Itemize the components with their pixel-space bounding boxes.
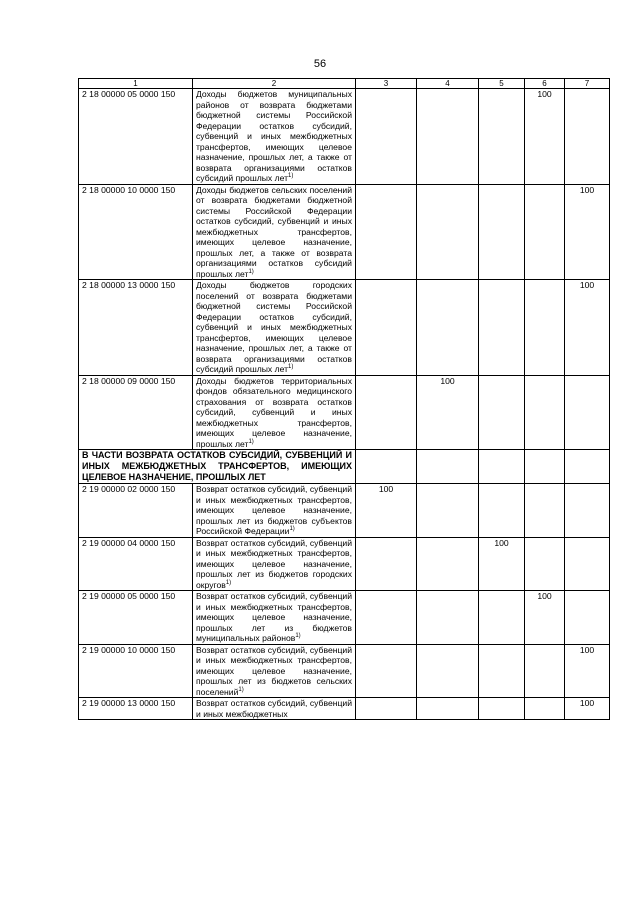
income-code: 2 19 00000 13 0000 150 xyxy=(79,698,193,720)
percent-cell xyxy=(479,184,525,280)
income-code: 2 19 00000 02 0000 150 xyxy=(79,484,193,538)
percent-cell xyxy=(479,484,525,538)
empty-cell xyxy=(525,450,565,484)
percent-cell: 100 xyxy=(565,280,610,376)
percent-cell xyxy=(525,280,565,376)
column-header: 2 xyxy=(193,79,356,89)
footnote-marker: 1) xyxy=(288,173,294,180)
income-code: 2 19 00000 04 0000 150 xyxy=(79,537,193,591)
percent-cell xyxy=(417,698,479,720)
table-row xyxy=(79,89,610,185)
percent-cell xyxy=(565,89,610,185)
percent-cell: 100 xyxy=(417,375,479,450)
percent-cell xyxy=(525,484,565,538)
income-code: 2 19 00000 10 0000 150 xyxy=(79,644,193,698)
section-heading: В ЧАСТИ ВОЗВРАТА ОСТАТКОВ СУБСИДИЙ, СУБВЕНЦИЙ И ИНЫХ МЕЖБЮДЖЕТНЫХ ТРАНСФЕРТОВ, ИМЕЮЩИХ ЦЕЛЕВОЕ НАЗНАЧЕНИЕ, ПРОШЛЫХ ЛЕТ xyxy=(79,450,356,484)
income-description xyxy=(193,280,356,376)
percent-cell xyxy=(479,280,525,376)
column-header: 3 xyxy=(356,79,417,89)
percent-cell xyxy=(479,698,525,720)
percent-cell xyxy=(417,184,479,280)
page-number: 56 xyxy=(313,58,327,70)
footnote-marker: 1) xyxy=(248,438,254,445)
income-code: 2 19 00000 05 0000 150 xyxy=(79,591,193,645)
table-header-row xyxy=(79,79,610,89)
description-text: Возврат остатков субсидий, субвенций и иных межбюджетных трансфертов, имеющих целевое назначение, прошлых лет из бюджетов городских округов xyxy=(196,537,352,590)
percent-cell xyxy=(525,184,565,280)
percent-cell xyxy=(356,644,417,698)
income-description xyxy=(193,644,356,698)
description-text: Доходы бюджетов территориальных фондов обязательного медицинского страхования от возврата остатков субсидий, субвенций и иных межбюджетных трансфертов, имеющих целевое назначение, прошлых лет xyxy=(196,375,352,449)
income-description xyxy=(193,484,356,538)
percent-cell xyxy=(417,644,479,698)
footnote-marker: 1) xyxy=(289,526,295,533)
percent-cell xyxy=(565,537,610,591)
percent-cell xyxy=(479,89,525,185)
column-header: 6 xyxy=(525,79,565,89)
table-row xyxy=(79,698,610,720)
percent-cell xyxy=(479,591,525,645)
section-row xyxy=(79,450,610,484)
percent-cell xyxy=(479,644,525,698)
empty-cell xyxy=(417,450,479,484)
empty-cell xyxy=(565,450,610,484)
percent-cell: 100 xyxy=(565,184,610,280)
footnote-marker: 1) xyxy=(238,686,244,693)
income-description xyxy=(193,375,356,450)
percent-cell xyxy=(565,484,610,538)
empty-cell xyxy=(479,450,525,484)
percent-cell xyxy=(356,280,417,376)
column-header: 4 xyxy=(417,79,479,89)
percent-cell xyxy=(565,375,610,450)
percent-cell xyxy=(417,591,479,645)
column-header: 7 xyxy=(565,79,610,89)
income-code: 2 18 00000 10 0000 150 xyxy=(79,184,193,280)
footnote-marker: 1) xyxy=(295,633,301,640)
income-code: 2 18 00000 05 0000 150 xyxy=(79,89,193,185)
percent-cell xyxy=(525,698,565,720)
column-header: 1 xyxy=(79,79,193,89)
table-row xyxy=(79,644,610,698)
percent-cell xyxy=(525,644,565,698)
percent-cell xyxy=(417,280,479,376)
table-row xyxy=(79,591,610,645)
footnote-marker: 1) xyxy=(248,268,254,275)
percent-cell xyxy=(479,375,525,450)
table-row xyxy=(79,484,610,538)
percent-cell xyxy=(356,591,417,645)
percent-cell xyxy=(356,184,417,280)
percent-cell: 100 xyxy=(565,698,610,720)
description-text: Возврат остатков субсидий, субвенций и иных межбюджетных трансфертов, имеющих целевое назначение, прошлых лет из бюджетов муниципальных районов xyxy=(196,591,352,643)
table-row xyxy=(79,184,610,280)
table-row xyxy=(79,537,610,591)
percent-cell: 100 xyxy=(525,89,565,185)
description-text: Возврат остатков субсидий, субвенций и иных межбюджетных xyxy=(196,698,352,719)
income-description xyxy=(193,698,356,720)
budget-table xyxy=(78,78,610,720)
description-text: Доходы бюджетов сельских поселений от возврата бюджетами бюджетной системы Российской Федерации остатков субсидий, субвенций и иных межбюджетных трансфертов, имеющих целевое назначение, прошлых лет, а также от возврата организациями остатков субсидий прошлых лет xyxy=(196,184,352,279)
percent-cell xyxy=(356,537,417,591)
income-description xyxy=(193,537,356,591)
percent-cell xyxy=(417,89,479,185)
percent-cell: 100 xyxy=(565,644,610,698)
income-code: 2 18 00000 09 0000 150 xyxy=(79,375,193,450)
percent-cell xyxy=(356,698,417,720)
income-description xyxy=(193,591,356,645)
percent-cell: 100 xyxy=(525,591,565,645)
description-text: Доходы бюджетов муниципальных районов от возврата бюджетами бюджетной системы Российской Федерации остатков субсидий, субвенций и иных межбюджетных трансфертов, имеющих целевое назначение, прошлых лет, а также от возврата организациями остатков субсидий прошлых лет xyxy=(196,89,352,183)
income-description xyxy=(193,89,356,185)
description-text: Возврат остатков субсидий, субвенций и иных межбюджетных трансфертов, имеющих целевое назначение, прошлых лет из бюджетов субъектов Российской Федерации xyxy=(196,484,352,536)
table-row xyxy=(79,280,610,376)
percent-cell: 100 xyxy=(356,484,417,538)
percent-cell xyxy=(356,375,417,450)
table-body xyxy=(79,79,610,720)
income-description xyxy=(193,184,356,280)
description-text: Доходы бюджетов городских поселений от возврата бюджетами бюджетной системы Российской Федерации остатков субсидий, субвенций и иных межбюджетных трансфертов, имеющих целевое назначение, прошлых лет, а также от возврата организациями остатков субсидий прошлых лет xyxy=(196,280,352,374)
footnote-marker: 1) xyxy=(288,364,294,371)
percent-cell xyxy=(565,591,610,645)
percent-cell xyxy=(525,375,565,450)
empty-cell xyxy=(356,450,417,484)
percent-cell xyxy=(417,537,479,591)
column-header: 5 xyxy=(479,79,525,89)
percent-cell xyxy=(417,484,479,538)
footnote-marker: 1) xyxy=(225,579,232,586)
description-text: Возврат остатков субсидий, субвенций и иных межбюджетных трансфертов, имеющих целевое назначение, прошлых лет из бюджетов сельских поселений xyxy=(196,644,352,697)
percent-cell: 100 xyxy=(479,537,525,591)
percent-cell xyxy=(525,537,565,591)
table-row xyxy=(79,375,610,450)
income-code: 2 18 00000 13 0000 150 xyxy=(79,280,193,376)
percent-cell xyxy=(356,89,417,185)
